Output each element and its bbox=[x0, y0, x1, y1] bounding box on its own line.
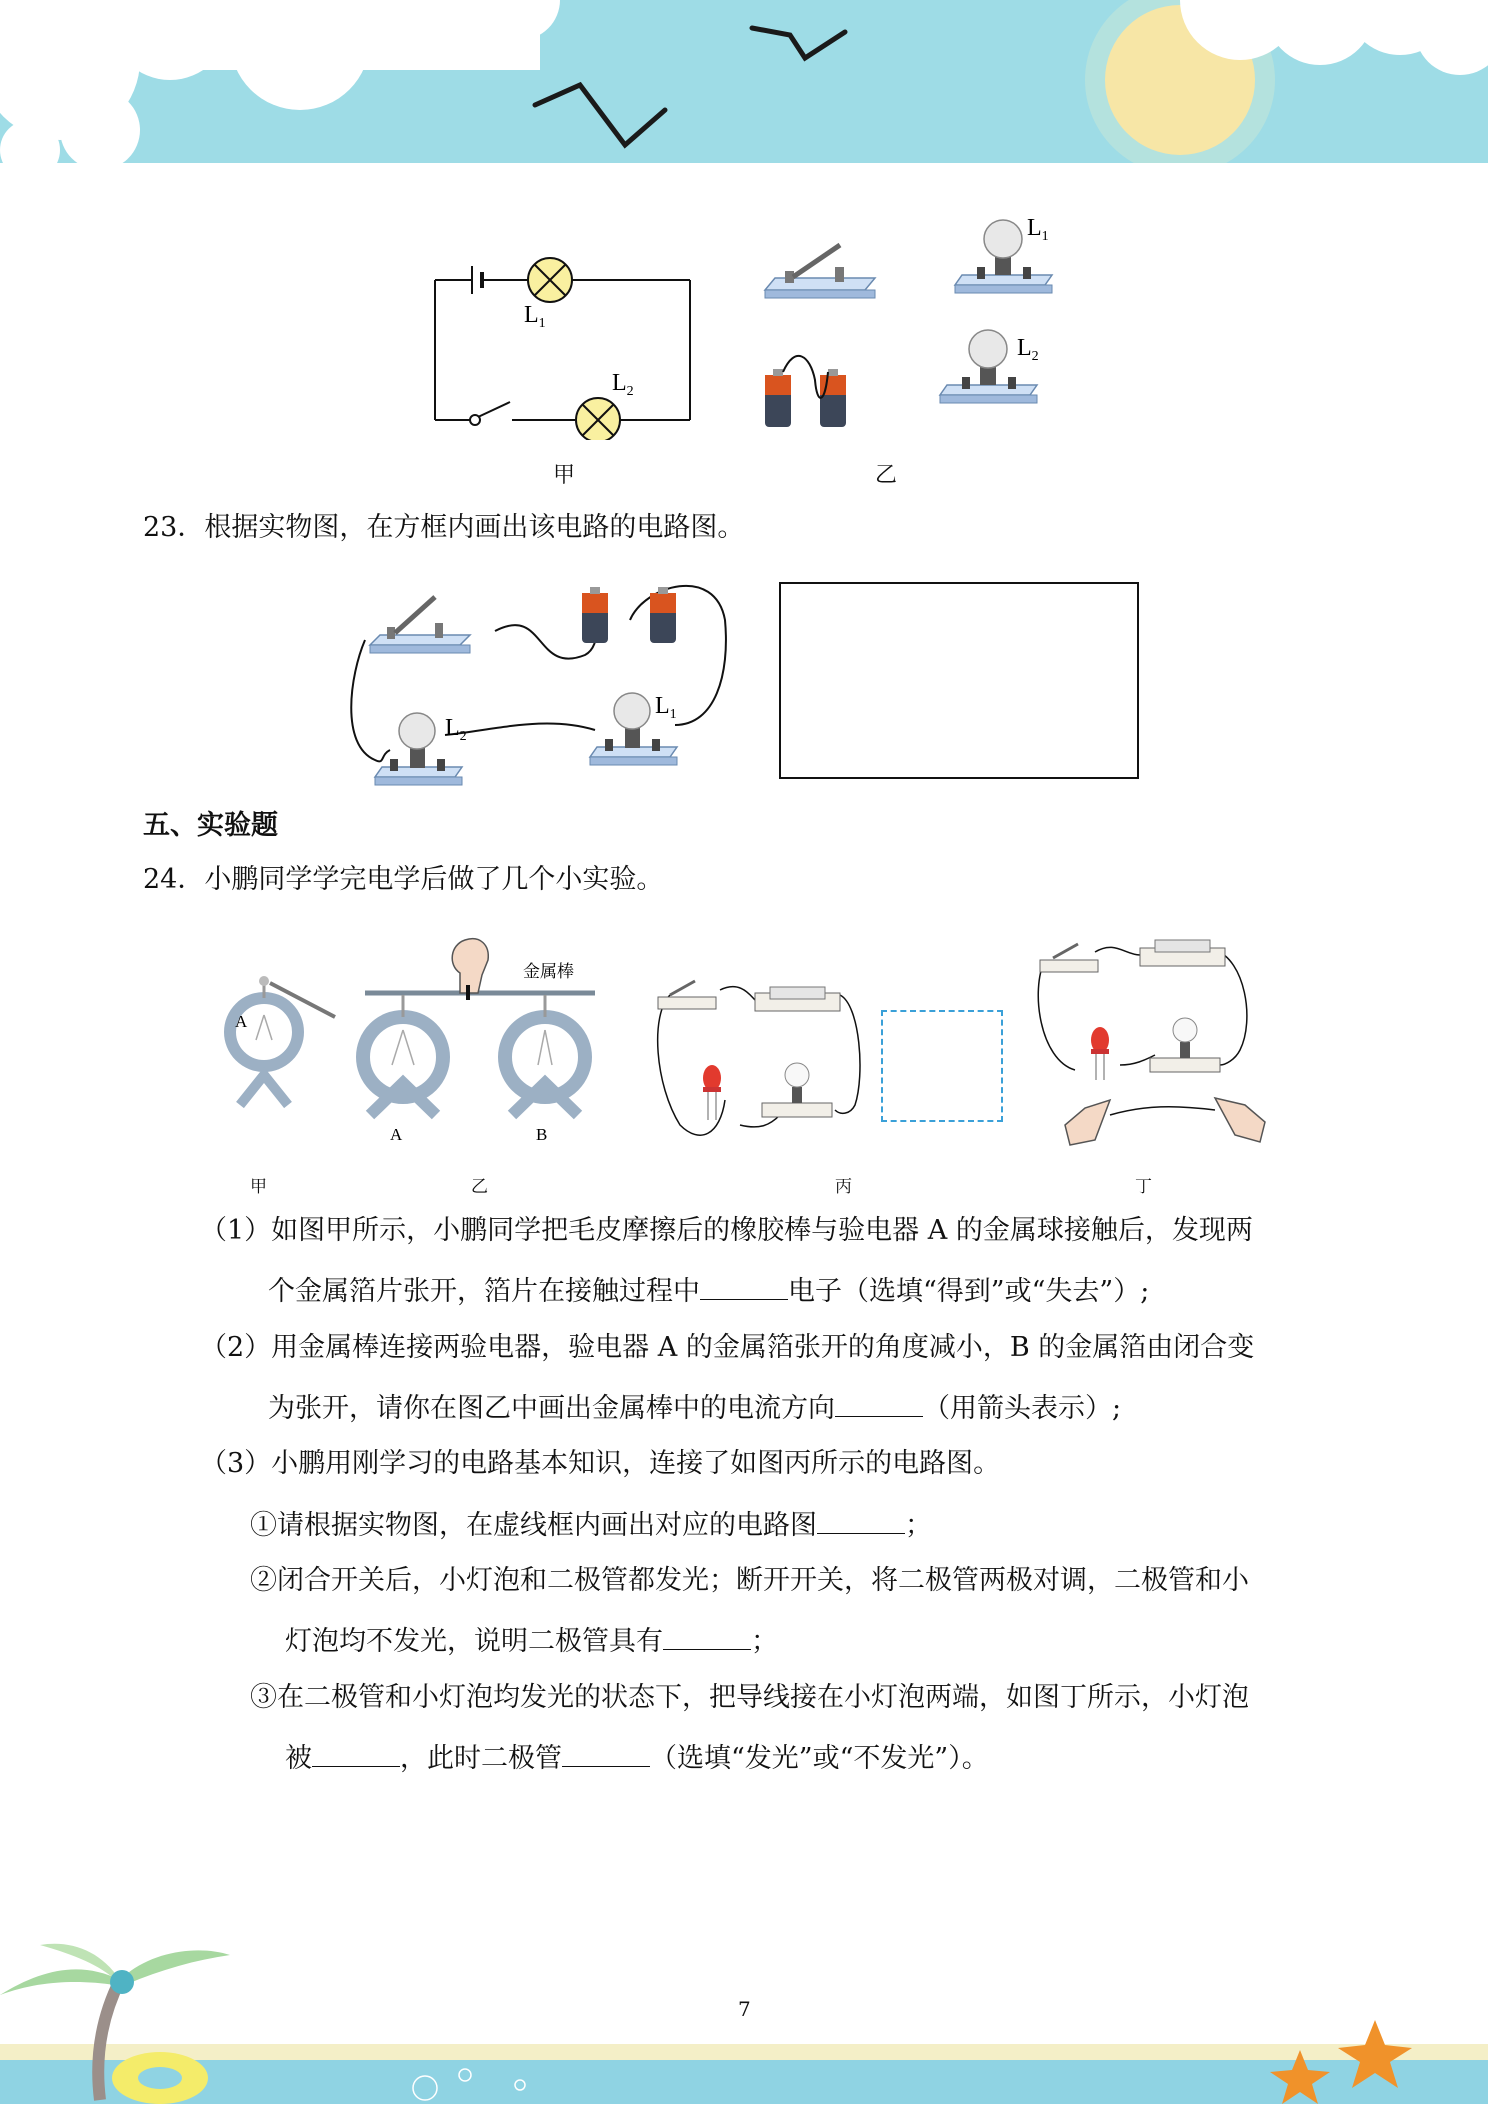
q24-s2-line1: ②闭合开关后，小灯泡和二极管都发光；断开开关，将二极管两极对调，二极管和小 bbox=[250, 1565, 1249, 1596]
text-segment: 电子（选填“得到”或“失去”）; bbox=[788, 1276, 1150, 1307]
svg-text:A: A bbox=[235, 1012, 248, 1031]
svg-text:L2: $L_2$ bbox=[445, 715, 467, 744]
switch-component bbox=[765, 245, 875, 298]
footer-decoration bbox=[0, 1920, 1488, 2104]
figure-caption-jia: 甲 bbox=[553, 463, 576, 488]
q24-figure-ding bbox=[1035, 930, 1275, 1160]
led-component bbox=[1091, 1027, 1109, 1080]
q24-s3-line1: ③在二极管和小灯泡均发光的状态下，把导线接在小灯泡两端，如图丁所示，小灯泡 bbox=[250, 1682, 1249, 1713]
svg-text:L1: $L_1$ bbox=[524, 302, 546, 331]
svg-text:L1: $L_1$ bbox=[655, 693, 677, 722]
text-segment: （用箭头表示）; bbox=[923, 1393, 1122, 1424]
hands-icon bbox=[1065, 1098, 1265, 1145]
q24-figure-bing bbox=[650, 975, 870, 1145]
header-decoration bbox=[0, 0, 1488, 170]
figure-caption-yi: 乙 bbox=[875, 463, 898, 488]
switch-component bbox=[370, 597, 470, 653]
lamp-l1-symbol bbox=[528, 258, 572, 302]
q24-s2-line2 bbox=[285, 1621, 778, 1660]
text-segment: ，此时二极管 bbox=[400, 1743, 562, 1774]
electroscope-b bbox=[505, 995, 585, 1115]
caption-yi: 乙 bbox=[471, 1177, 488, 1196]
text-segment: 为张开，请你在图乙中画出金属棒中的电流方向 bbox=[268, 1393, 835, 1424]
text-segment: （选填“发光”或“不发光”）。 bbox=[650, 1743, 989, 1774]
svg-text:A: A bbox=[390, 1125, 403, 1144]
circuit-diagram-jia bbox=[420, 230, 700, 440]
led-component bbox=[703, 1065, 721, 1120]
text-segment: ； bbox=[751, 1626, 778, 1657]
switch-component bbox=[658, 981, 716, 1009]
swim-ring-icon bbox=[112, 2052, 208, 2104]
battery-holder bbox=[1140, 940, 1225, 966]
answer-blank-1[interactable] bbox=[700, 1271, 788, 1300]
battery-pair bbox=[765, 356, 846, 427]
question-24-text: 24．小鹏同学学完电学后做了几个小实验。 bbox=[143, 864, 664, 895]
q24-p2-line2 bbox=[268, 1388, 1121, 1427]
answer-blank-6[interactable] bbox=[562, 1738, 650, 1767]
text-segment: 个金属箔片张开，箔片在接触过程中 bbox=[268, 1276, 700, 1307]
components-yi bbox=[755, 205, 1085, 445]
caption-bing: 丙 bbox=[835, 1177, 852, 1196]
q24-s3-line2 bbox=[285, 1738, 989, 1777]
electroscope-a bbox=[363, 995, 443, 1115]
answer-blank-3[interactable] bbox=[817, 1505, 905, 1534]
caption-ding: 丁 bbox=[1135, 1177, 1152, 1196]
answer-blank-2[interactable] bbox=[835, 1388, 923, 1417]
switch-component bbox=[1040, 944, 1098, 972]
svg-text:L2: $L_2$ bbox=[612, 370, 634, 399]
q24-dashed-box[interactable] bbox=[881, 1010, 1003, 1122]
svg-text:L2: $L_2$ bbox=[1017, 335, 1039, 364]
svg-text:金属棒: 金属棒 bbox=[523, 962, 574, 981]
text-segment: 灯泡均不发光，说明二极管具有 bbox=[285, 1626, 663, 1657]
svg-text:B: B bbox=[536, 1125, 548, 1144]
text-segment: ①请根据实物图，在虚线框内画出对应的电路图 bbox=[250, 1510, 817, 1541]
question-23-text: 23．根据实物图，在方框内画出该电路的电路图。 bbox=[143, 512, 745, 543]
q24-s1 bbox=[250, 1505, 932, 1544]
bulb-component bbox=[1150, 1018, 1220, 1072]
answer-blank-5[interactable] bbox=[312, 1738, 400, 1767]
q24-p1-line1: （1）如图甲所示，小鹏同学把毛皮摩擦后的橡胶棒与验电器 A 的金属球接触后，发现两 bbox=[200, 1215, 1253, 1246]
electroscope-jia bbox=[230, 976, 335, 1105]
page-number: 7 bbox=[738, 1997, 751, 2021]
svg-text:L1: $L_1$ bbox=[1027, 215, 1049, 244]
text-segment: ； bbox=[905, 1510, 932, 1541]
answer-blank-4[interactable] bbox=[663, 1621, 751, 1650]
q23-answer-box[interactable] bbox=[779, 582, 1139, 779]
q24-p3: （3）小鹏用刚学习的电路基本知识，连接了如图丙所示的电路图。 bbox=[200, 1448, 1001, 1479]
q23-physical-circuit bbox=[345, 565, 735, 790]
caption-jia: 甲 bbox=[250, 1177, 267, 1196]
text-segment: 被 bbox=[285, 1743, 312, 1774]
q24-figure-jia-yi bbox=[220, 915, 610, 1160]
bulb-component bbox=[762, 1063, 832, 1117]
battery-pair bbox=[582, 587, 676, 643]
q24-p1-line2 bbox=[268, 1271, 1149, 1310]
battery-holder bbox=[755, 987, 840, 1011]
q24-p2-line1: （2）用金属棒连接两验电器，验电器 A 的金属箔张开的角度减小，B 的金属箔由闭合变 bbox=[200, 1332, 1255, 1363]
lamp-l2-symbol bbox=[576, 398, 620, 440]
section-title: 五、实验题 bbox=[143, 810, 278, 841]
